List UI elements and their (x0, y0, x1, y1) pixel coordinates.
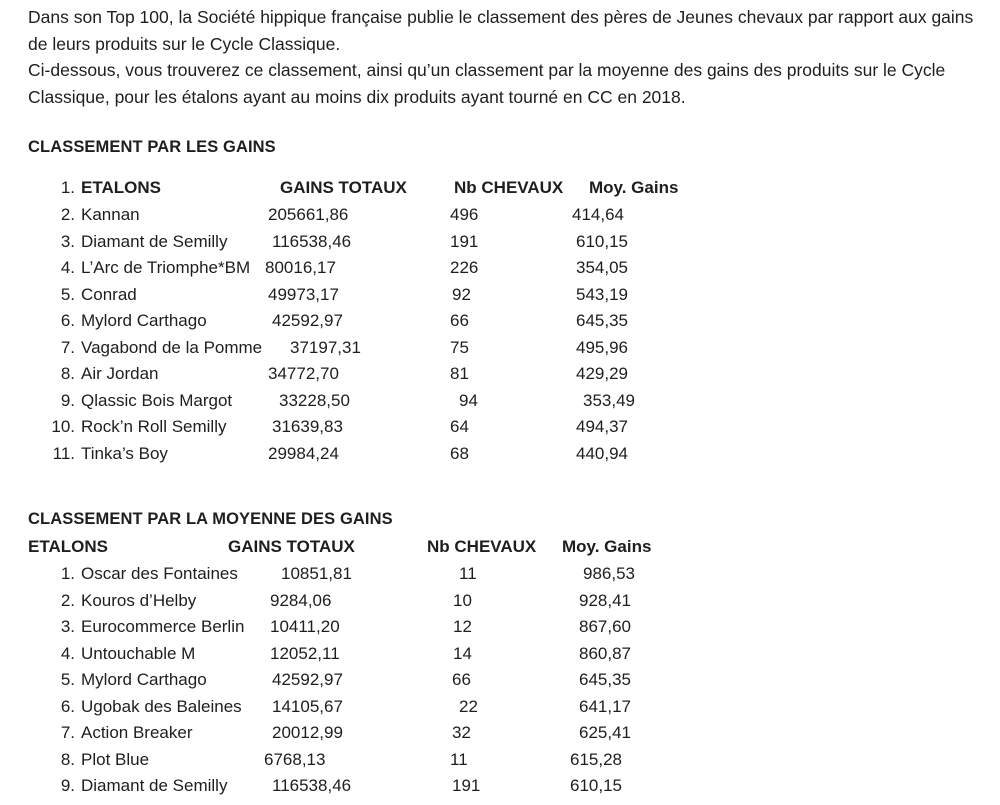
table-row (0, 561, 1000, 588)
rank-number: 6. (60, 311, 75, 330)
rank-number: 2. (60, 590, 75, 610)
moy-gains-value: 645,35 (579, 670, 631, 689)
column-header-etalons: ETALONS (81, 178, 161, 197)
moy-gains-value: 615,28 (570, 749, 622, 769)
nb-chevaux-value: 226 (450, 258, 479, 277)
rank-number: 8. (60, 749, 75, 769)
nb-chevaux-value: 32 (452, 723, 471, 742)
column-header-moy: Moy. Gains (589, 178, 679, 197)
etalon-name: Mylord Carthago (81, 670, 207, 689)
moy-gains-value: 610,15 (576, 231, 628, 251)
column-header-gains: GAINS TOTAUX (280, 178, 407, 197)
nb-chevaux-value: 92 (452, 284, 471, 304)
intro-paragraph-1: Dans son Top 100, la Société hippique française publie le classement des pères de Jeunes chevaux par rapport aux gains de leurs produits sur le Cycle Classique. (28, 7, 974, 54)
etalon-name: Diamant de Semilly (81, 776, 228, 795)
moy-gains-value: 354,05 (576, 258, 628, 277)
etalon-name: Eurocommerce Berlin (81, 617, 245, 636)
etalon-name: Diamant de Semilly (81, 231, 228, 251)
rank-number: 3. (60, 231, 75, 251)
table-row (0, 308, 1000, 335)
etalon-name: Plot Blue (81, 749, 150, 769)
moy-gains-value: 928,41 (579, 590, 631, 610)
nb-chevaux-value: 14 (453, 643, 472, 663)
gains-totaux-value: 34772,70 (268, 364, 339, 383)
gains-totaux-value: 205661,86 (268, 205, 349, 224)
section1-title: CLASSEMENT PAR LES GAINS (28, 138, 276, 156)
moy-gains-value: 543,19 (576, 284, 628, 304)
gains-totaux-value: 10851,81 (281, 564, 352, 583)
gains-totaux-value: 42592,97 (272, 311, 343, 330)
rank-number: 4. (60, 643, 75, 663)
moy-gains-value: 429,29 (576, 364, 628, 383)
intro-text (28, 4, 993, 110)
table-row (0, 441, 1000, 468)
gains-totaux-value: 10411,20 (270, 617, 340, 636)
moy-gains-value: 440,94 (576, 443, 628, 463)
rank-number: 7. (60, 723, 75, 742)
table-row (0, 747, 1000, 774)
rank-number: 6. (60, 696, 75, 716)
moy-gains-value: 645,35 (576, 311, 628, 330)
nb-chevaux-value: 68 (450, 443, 469, 463)
etalon-name: Untouchable M (81, 643, 196, 663)
nb-chevaux-value: 81 (450, 364, 469, 383)
section2-title: CLASSEMENT PAR LA MOYENNE DES GAINS (28, 510, 393, 528)
nb-chevaux-value: 94 (459, 390, 478, 410)
moy-gains-value: 610,15 (570, 776, 622, 795)
etalon-name: Kannan (81, 205, 140, 224)
moy-gains-value: 414,64 (572, 205, 624, 224)
gains-totaux-value: 9284,06 (270, 590, 332, 610)
table-row (0, 255, 1000, 282)
gains-totaux-value: 37197,31 (290, 337, 361, 357)
table-row (0, 773, 1000, 800)
moy-gains-value: 641,17 (579, 696, 631, 716)
nb-chevaux-value: 191 (452, 776, 481, 795)
rank-number: 10. (51, 417, 75, 436)
nb-chevaux-value: 66 (452, 670, 471, 689)
moy-gains-value: 494,37 (576, 417, 628, 436)
etalon-name: Kouros d’Helby (81, 590, 197, 610)
moy-gains-value: 860,87 (579, 643, 631, 663)
table-row (0, 335, 1000, 362)
moy-gains-value: 495,96 (576, 337, 628, 357)
column-header-nb: Nb CHEVAUX (427, 537, 537, 556)
moy-gains-value: 625,41 (579, 723, 631, 742)
table-row (0, 667, 1000, 694)
column-header-nb: Nb CHEVAUX (454, 178, 564, 197)
rank-number: 9. (60, 776, 75, 795)
gains-totaux-value: 6768,13 (264, 749, 326, 769)
rank-number: 5. (60, 670, 75, 689)
nb-chevaux-value: 191 (450, 231, 479, 251)
table-row (0, 641, 1000, 668)
nb-chevaux-value: 10 (453, 590, 472, 610)
table-row (0, 282, 1000, 309)
nb-chevaux-value: 12 (453, 617, 472, 636)
etalon-name: Oscar des Fontaines (81, 564, 238, 583)
etalon-name: Action Breaker (81, 723, 193, 742)
column-header-gains: GAINS TOTAUX (228, 537, 355, 556)
gains-totaux-value: 29984,24 (268, 443, 339, 463)
table-row (0, 202, 1000, 229)
etalon-name: Vagabond de la Pomme (81, 337, 263, 357)
gains-totaux-value: 12052,11 (270, 643, 340, 663)
table-row (0, 720, 1000, 747)
etalon-name: L’Arc de Triomphe*BM (81, 258, 251, 277)
etalon-name: Conrad (81, 284, 137, 304)
etalon-name: Air Jordan (81, 364, 159, 383)
rank-number: 5. (60, 284, 75, 304)
rank-number: 3. (60, 617, 75, 636)
gains-totaux-value: 49973,17 (268, 284, 339, 304)
table-row (0, 614, 1000, 641)
moy-gains-value: 986,53 (583, 564, 635, 583)
etalon-name: Tinka’s Boy (81, 443, 168, 463)
rank-number: 1. (60, 178, 75, 197)
etalon-name: Ugobak des Baleines (81, 696, 242, 716)
nb-chevaux-value: 22 (459, 696, 478, 716)
table-row (0, 361, 1000, 388)
rank-number: 4. (60, 258, 75, 277)
column-header-moy: Moy. Gains (562, 537, 652, 556)
nb-chevaux-value: 75 (450, 337, 469, 357)
nb-chevaux-value: 64 (450, 417, 469, 436)
gains-totaux-value: 42592,97 (272, 670, 343, 689)
etalon-name: Rock’n Roll Semilly (81, 417, 227, 436)
gains-totaux-value: 14105,67 (272, 696, 343, 716)
gains-totaux-value: 33228,50 (279, 390, 350, 410)
etalon-name: Mylord Carthago (81, 311, 207, 330)
section2-header-row (0, 534, 1000, 561)
rank-number: 7. (60, 337, 75, 357)
intro-paragraph-2: Ci-dessous, vous trouverez ce classement, ainsi qu’un classement par la moyenne des gains des produits sur le Cycle Classique, pour les étalons ayant au moins dix produits ayant tourné en CC en 2018. (28, 60, 946, 107)
rank-number: 11. (52, 443, 75, 463)
rank-number: 2. (60, 205, 75, 224)
nb-chevaux-value: 11 (459, 564, 477, 583)
gains-totaux-value: 80016,17 (265, 258, 336, 277)
moy-gains-value: 353,49 (583, 390, 635, 410)
table-row (0, 229, 1000, 256)
table-row (0, 414, 1000, 441)
nb-chevaux-value: 11 (450, 749, 468, 769)
table-row (0, 694, 1000, 721)
table-row (0, 588, 1000, 615)
nb-chevaux-value: 66 (450, 311, 469, 330)
moy-gains-value: 867,60 (579, 617, 631, 636)
rank-number: 8. (60, 364, 75, 383)
gains-totaux-value: 116538,46 (272, 776, 352, 795)
column-header-etalons: ETALONS (28, 537, 108, 556)
gains-totaux-value: 31639,83 (272, 417, 343, 436)
rank-number: 1. (60, 564, 75, 583)
gains-totaux-value: 116538,46 (272, 231, 352, 251)
table-row (0, 388, 1000, 415)
section1-header-row (0, 175, 1000, 202)
rank-number: 9. (60, 390, 75, 410)
gains-totaux-value: 20012,99 (272, 723, 343, 742)
nb-chevaux-value: 496 (450, 205, 479, 224)
etalon-name: Qlassic Bois Margot (81, 390, 233, 410)
